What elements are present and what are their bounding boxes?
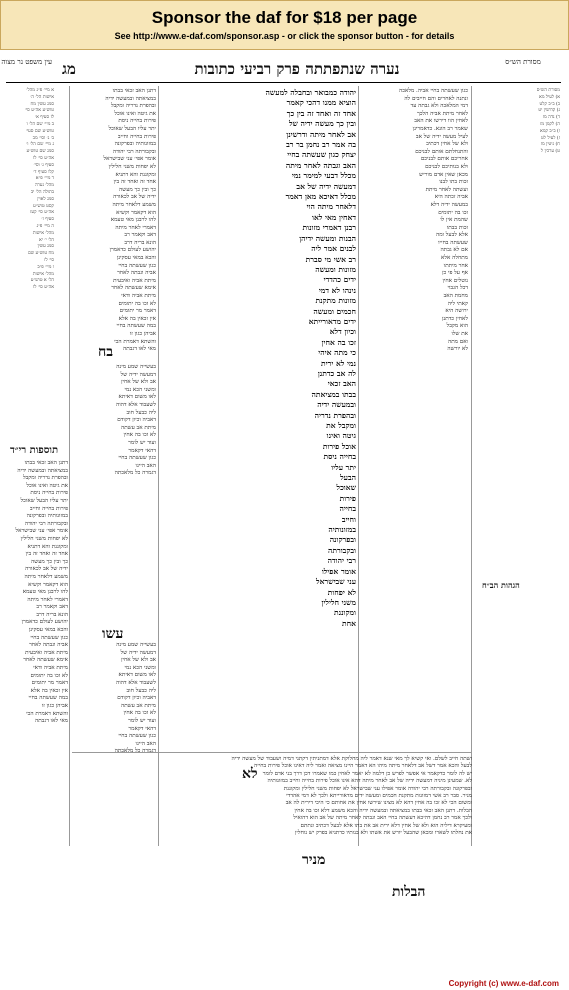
text-line: אחד זה ואחד זה בין כך [286, 108, 356, 118]
text-line: ה) לקמן מז [540, 121, 560, 127]
text-line: לא יפחות משני חלילין [108, 163, 156, 170]
text-line: כגון שעשתה בחיי [118, 262, 156, 269]
text-line: סעיף ג׳ וסי׳ [33, 162, 54, 168]
text-line: ליה כבעל חוב [126, 409, 156, 416]
text-line: דאמר מר יתומים [119, 308, 156, 315]
haggahot-label: הגהות הב״ח [482, 580, 520, 590]
text-line: והשתא דאמרת הכי [114, 338, 156, 345]
text-line: לשעבוד אלא דהוה [115, 679, 156, 686]
text-line: את שלו [451, 331, 468, 337]
text-line: ז) לעיל לט [540, 135, 560, 141]
text-line: נינהו לא דמי [318, 285, 356, 295]
text-line: אימא שעשתה לאחר [23, 657, 68, 664]
text-line: האב היינו [135, 462, 156, 469]
text-line: מכלל דאיכא מאן דאמר [285, 192, 356, 202]
text-line: פירות בחייה וחייב [117, 133, 156, 140]
text-line: כי מתה איהי [318, 348, 356, 358]
text-line: אה״ע סי׳ לז [33, 285, 54, 291]
text-line: מכלל דבעי למימר נמי [291, 171, 356, 181]
text-line: ג מיי׳ שם הל׳ ו׳ [26, 142, 54, 148]
text-line: לא זכו בה יתומים [30, 672, 68, 679]
folio-number: מג [62, 60, 76, 78]
column-rule-1 [69, 86, 70, 846]
sponsor-banner[interactable] [0, 0, 569, 50]
column-rule-2 [158, 86, 159, 846]
text-line: דמי המלאכה ולא גבתה עד [410, 103, 468, 110]
text-line: מניר. סבר רב אשי דמזונות מתקנת חכמים ומעשה ידים מדאורייתא ולכך לא דמי אהדדי [286, 793, 472, 800]
text-line: לאו משום דאיתא [118, 672, 156, 679]
text-line: אביה וגבתה לאחר [117, 270, 156, 277]
text-line: במציאתה ובמעשה ידיה [17, 467, 68, 474]
text-line: ומעיקרא דיליה הוא ולא של אחין דלא ירית אב את בתו אלא לבעל דכתיב ונתתם [300, 822, 472, 829]
text-line: במזונותיה ובפרקונה [26, 513, 68, 520]
text-line: וכיון דלא [329, 327, 356, 337]
text-line: מזונות מתקנת [315, 296, 356, 306]
text-line: אומר אפי׳ עני שבישראל [15, 528, 68, 535]
text-line: יהושע לעולם כדאמרן [109, 247, 156, 254]
text-line: מסורת הש״ס [536, 88, 560, 93]
text-line: בעשייה שמע מינה [116, 364, 156, 370]
text-line: ולא בנותיכם לבניכם [425, 163, 468, 170]
text-line: אומר אפילו [321, 566, 356, 576]
text-line: במציאתה ובמעשה ידיה [105, 95, 156, 102]
masoret-hashas-header: מסורת הש״ס [505, 58, 541, 66]
ein-mishpat-header: עין משפט נר מצוה [1, 58, 52, 66]
text-line: ירושה היא [445, 308, 468, 315]
text-line: את גיטה ואינו אוכל [114, 110, 156, 117]
text-line: משמע דלאחר מיתה [112, 201, 156, 208]
gemara-column [160, 88, 356, 628]
text-line: להו לרבנן מאי טעמא [22, 589, 68, 596]
text-line: יתר עליו הבעל שאוכל [20, 497, 68, 504]
bach-column [72, 364, 156, 626]
text-line: סמג שם טוש״ע [26, 149, 54, 155]
text-line: והתנחלתם אותם לבניכם [415, 148, 468, 155]
text-line: ומשני הכא נמי [124, 664, 156, 671]
text-line: קלו סעיף ד׳ [33, 169, 54, 175]
text-line: כגון שעשתה בחיי [30, 634, 68, 641]
text-line: אוכל פירות [322, 441, 356, 451]
text-line: במעשה ידיה דלא [430, 201, 468, 208]
tosafot-rid-column [6, 460, 68, 732]
text-line: אם לא גבתה [440, 247, 468, 254]
rashi-column [360, 88, 468, 748]
text-line: בחייה [339, 504, 356, 514]
text-line: אף על פי כן [442, 270, 468, 277]
talmud-page [2, 52, 565, 977]
text-line: ונתנה לאחרים והם חייבים לה [404, 95, 468, 102]
text-line: מכאן שאין אדם מוריש [419, 171, 468, 178]
text-line: האב וגבתה לאחר מיתה [285, 160, 356, 170]
text-line: דאב וקאמר רב [124, 232, 156, 239]
text-line: אביהן כגון זו [41, 703, 68, 709]
text-line: נמי לא ירית [320, 358, 356, 368]
text-line: שאוכל [336, 483, 356, 493]
text-line: מחמת האב [443, 293, 468, 300]
text-line: אב ולא של אחין [121, 379, 156, 386]
text-line: קאתי ליה [447, 300, 468, 307]
text-line: א) לעיל מא [538, 94, 560, 100]
text-line: ט) ערכין ל [540, 149, 560, 155]
text-line: ובקבורתה רבי יהודה [112, 148, 156, 155]
text-line: דאמר מר יתומים [31, 680, 68, 687]
ein-mishpat-column [6, 88, 54, 300]
text-line: להו לרבנן מאי טעמא [110, 217, 156, 224]
text-line: לא זכו בה אחין [123, 710, 156, 717]
text-line: רבי יהודה [327, 556, 356, 566]
chapter-title: נערה שנתפתתה פרק רביעי כתובות [194, 60, 400, 78]
text-line: ואם מתה [447, 338, 468, 345]
text-line: כך ובין כך מעשה [31, 558, 68, 565]
text-line: ובמעשה ידיה [317, 400, 356, 410]
text-line: אביה וגבתה לאחר [29, 642, 68, 649]
text-line: רבנן דאמרי מזונות [302, 223, 356, 233]
bottom-commentary [72, 756, 472, 972]
text-line: יתר עליו [331, 462, 356, 472]
text-line: את נחלתו לשארו ומכאן שהבעל יורש את אשתו ולא בנותיו כדתניא בפרק יש נוחלין [294, 830, 472, 837]
text-line: זכו בה אחין [321, 337, 356, 347]
text-line: ומקוננת והא דתניא [115, 171, 156, 178]
la-label: לא [242, 766, 258, 782]
text-line: הוציא ממנו דהכי קאמר [286, 98, 356, 108]
text-line: מיתת אביה ודאי [121, 293, 156, 300]
text-line: ד) נדה מז [542, 115, 560, 121]
text-line: אחר מיתתו [443, 262, 468, 269]
text-line: ה מיי׳ פ״ג [36, 223, 54, 229]
text-line: ידים מדאורייתא [308, 316, 356, 326]
text-line: דאביה וכיון דקודם [117, 417, 156, 424]
text-line: דאביה וכיון דקודם [117, 695, 156, 702]
text-line: משמע דלאחר מיתה [24, 573, 68, 580]
text-line: סי׳ לז [44, 257, 54, 263]
text-line: ו מיי׳ פ״ב [37, 264, 54, 270]
text-line: והכא במאי עסקינן [28, 627, 68, 634]
text-line: הבלות. דתנן האב זכאי בבתו במציאתה ובמעשה ידיה והכא משמע דלא זכו בה אחין [294, 807, 472, 814]
text-line: ובהפרת נדריה ומקבל [111, 103, 156, 110]
text-line: אחד זה ואחד זה בין [25, 551, 68, 558]
text-line: לא זכו בה יתומים [118, 300, 156, 307]
text-line: ו) ב״ב קמא [540, 128, 560, 134]
sponsor-title[interactable]: Sponsor the daf for $18 per page [151, 8, 418, 27]
text-line: מיתת אביה ואיבעית [113, 277, 156, 284]
text-line: לאחר מיתת אביה הלכך [416, 110, 468, 117]
text-line: מיתת אביה ואיבעית [25, 649, 68, 656]
text-line: פירות בחייה ניסת [118, 118, 156, 125]
text-line: הל׳ י׳ יא [39, 237, 54, 243]
text-line: הונא בריה דרב [36, 611, 68, 618]
text-line: הוא דקאמר וקשיא [28, 581, 68, 588]
text-line: ולא של אחין דכתיב [426, 141, 468, 148]
text-line: פירות בחייה וחייב [29, 505, 68, 512]
masoret-hashas-column [474, 88, 560, 588]
meir-label: מניר [302, 852, 326, 868]
text-line: ובפרקונה ובקבורתה רבי יהודה אומר אפילו עני שבישראל לא יפחות משני חלילין ומקוננת [283, 785, 472, 792]
text-line: האב זכאי [327, 379, 356, 389]
column-rule-4 [471, 86, 472, 846]
ashu-label: עשו [102, 626, 124, 642]
bottom-rule [72, 752, 472, 753]
text-line: במה שעשתה בחיי [28, 695, 68, 702]
text-line: כגון שעשתה בחיי אביה. מלאכה [399, 88, 468, 94]
text-line: כך ובין כך מעשה [119, 186, 156, 193]
text-line: סמג עשין מח [30, 101, 54, 107]
text-line: פירות [339, 493, 356, 503]
text-line: דאב וקאמר רב [36, 604, 68, 611]
text-line: מיתת אב עשתה [121, 424, 156, 431]
text-line: דמעשה ידיה של [120, 649, 156, 656]
text-line: לבנים אמר ליה [311, 244, 356, 254]
text-line: ובין כך מעשה ידיה של [288, 119, 356, 129]
text-line: מח טוש״ע שם [27, 251, 54, 257]
halachot-label: הבלות [392, 884, 426, 900]
text-line: הוא מקבל [446, 323, 468, 330]
text-line: דמעשה ידיה של אב [296, 181, 356, 191]
text-line: דאחין מאי לאו [312, 212, 356, 222]
text-line: מהל׳ אישות [32, 271, 54, 277]
text-line: לא. שמעינן מיניה דמעשה ידיה של אב לאחר מיתה דהא אינו אוכל פירות בחייה וחייב במזונותיה [267, 778, 472, 785]
text-line: ומקוננת והא דתניא [27, 543, 68, 550]
rashi-left-column [72, 88, 156, 368]
text-line: דמעשה ידיה של [120, 371, 156, 378]
header-rule [6, 82, 561, 83]
copyright-footer: Copyright (c) www.e-daf.com [448, 979, 559, 988]
text-line: אימא שעשתה לאחר [111, 285, 156, 292]
text-line: מהל׳ אישות [32, 230, 54, 236]
text-line: א מיי׳ פ״ג מהל׳ [26, 88, 54, 93]
text-line: אביהן כגון זו [129, 331, 156, 337]
text-line: יש לה לומר כדקאמר אי אפשר לפרש כן דלמה לא יאמר לאחין כמו שאמרו דכן דרך בני אדם לומר [262, 770, 472, 777]
text-line: משני חלילין [321, 597, 356, 607]
text-line: נוטלים אחין [442, 277, 468, 284]
text-line: ידיה של אב לכאורה [113, 194, 156, 201]
text-line: ומשום הכי לא זכו בה אחין דהא לא מצינו שירשו אחין את אחותם כי היכי דירית לה אב [285, 800, 472, 807]
text-line: את גיטה ואינו אוכל [26, 482, 68, 489]
text-line: ג) קדושין יט [538, 108, 560, 114]
text-line: ועוד יש לומר [128, 439, 156, 446]
text-line: האב היינו [135, 740, 156, 747]
text-line: מאי לאו דגבתה [123, 346, 156, 353]
text-line: יהודה כמבואר ובחבלה למעשה [265, 88, 356, 97]
text-line: יהושע לעולם כדאמרן [21, 619, 68, 626]
text-line: לה אב כדתנן [317, 368, 356, 378]
text-line: זכו בה יתומים [438, 209, 468, 216]
text-line: מאי לאו דגבתה [35, 718, 68, 725]
text-line: והשתא דאמרת הכי [26, 710, 68, 717]
text-line: אלא לבעל ומה [436, 232, 468, 239]
text-line: אישות הל׳ ה׳ [30, 94, 54, 100]
text-line: כגון שעשתה בחיי [118, 455, 156, 462]
text-line: דתנן האב זכאי בבתו [112, 88, 156, 94]
text-line: בתולה הל׳ יב [30, 189, 54, 195]
text-line: סמג עשין [37, 244, 54, 250]
text-line: הבעל [340, 473, 356, 483]
text-line: קסט טוש״ע [33, 203, 54, 209]
text-line: ובקבורתה [328, 545, 356, 555]
text-line: דלאחר מיתה הוי [306, 202, 356, 212]
text-line: ומשני הכא נמי [124, 386, 156, 393]
text-line: ד מיי׳ פ״א [35, 176, 54, 182]
text-line: במזונותיה [328, 525, 356, 535]
text-line: שאמר רב הונא. כדאמרינן [412, 125, 468, 132]
text-line: מיתת אב עשתה [121, 702, 156, 709]
text-line: בעשייה שמע מינה [116, 642, 156, 648]
text-line: גיטה ואינו [326, 431, 356, 441]
sponsor-subtitle: See http://www.e-daf.com/sponsor.asp - or click the sponsor button - for details [114, 31, 455, 41]
text-line: אין זכאין בה אלא [118, 315, 156, 322]
text-line: מתחלה אלא [441, 255, 468, 262]
text-line: לאו משום דאיתא [118, 394, 156, 401]
text-line: יתר עליו הבעל שאוכל [108, 125, 156, 132]
column-rule-3 [358, 86, 359, 846]
text-line: לא יפחות משני חלילין [20, 535, 68, 542]
text-line: מהל׳ נערה [34, 183, 54, 189]
text-line: אביה זכתה היא [434, 194, 468, 201]
text-line: לז סעיף א׳ [35, 115, 54, 121]
text-line: שעשתה בחייו [438, 239, 468, 246]
text-line: דכל הגבוי [447, 285, 468, 292]
text-line: לא זכו בה אחין [123, 432, 156, 439]
text-line: ומקוננת [333, 608, 356, 618]
text-line: פירות בחייה ניסת [30, 490, 68, 497]
text-line: ובקבורתה רבי יהודה [24, 520, 68, 527]
text-line: לעיל מעשה ידיה של אב [415, 133, 468, 140]
text-line: אחריכם אותם לבניכם [420, 156, 468, 163]
text-line: רב אשי מי סברת [305, 254, 356, 264]
text-line: סמג לאוין [37, 196, 54, 202]
text-line: זכות בתו לבנו [439, 179, 468, 186]
text-line: במזונותיה ובפרקונה [114, 141, 156, 148]
text-line: ומקבל את [326, 421, 356, 430]
text-line: דאמרי לאחר מיתה [27, 596, 68, 603]
text-line: שהמת אין לו [440, 217, 468, 224]
text-line: ב מיי׳ שם הל׳ ו [26, 121, 54, 127]
text-line: מזונות ומעשה [315, 264, 356, 274]
text-line: דגמרה כל מלאכתה [114, 470, 156, 477]
text-line: ולכך אמר רב נחמן דהיכא דעשתה בחיי האב וגבתה לאחר מיתה של אב הוא דהואיל [293, 815, 472, 822]
bach-label: בח [98, 344, 114, 360]
text-line: ליה כבעל חוב [126, 687, 156, 694]
text-line: בבתו במציאתה [311, 389, 356, 399]
text-line: דהאי דקאמר [128, 725, 156, 732]
text-line: ובפרקונה [329, 535, 356, 545]
text-line: יצחק כגון שעשתה בחיי [287, 150, 356, 160]
text-line: הוא דקאמר וקשיא [116, 209, 156, 216]
text-line: זכות בבתו [446, 224, 468, 231]
text-line: אחת [341, 618, 356, 628]
text-line: ועשתה לאחר מיתת [425, 186, 468, 193]
text-line: ח) גיטין מז [540, 142, 560, 148]
text-line: אה״ע סי׳ לז [33, 155, 54, 161]
text-line: הבנות ומעשה ידיהן [299, 233, 356, 243]
text-line: לא יורשה [447, 346, 468, 353]
text-line: סעיף ז׳ [41, 217, 54, 223]
text-line: במה שעשתה בחיי [116, 323, 156, 330]
text-line: אין זכאין בה אלא [30, 687, 68, 694]
text-line: ובהפרת נדריה ומקבל [23, 475, 68, 482]
text-line: ועוד יש לומר [128, 717, 156, 724]
text-line: טוש״ע שם סעי׳ [25, 128, 54, 134]
text-line: לא יפחות [327, 587, 356, 597]
text-line: מיתת אביה ודאי [33, 665, 68, 672]
text-line: כגון שעשתה בחיי [118, 733, 156, 740]
text-line: ובהפרת נדריה [314, 410, 356, 420]
text-line: והכא במאי עסקינן [116, 255, 156, 262]
tosafot-rid-title: תוספות רי״ד [10, 445, 59, 456]
text-line: טוש״ע אה״ע סי׳ [24, 108, 54, 114]
text-line: דגמרה כל מלאכתה [114, 748, 156, 755]
text-line: הונא בריה דרב [124, 239, 156, 246]
text-line: דתנן האב זכאי בבתו [24, 460, 68, 466]
text-line: אב ולא של אחין [121, 657, 156, 664]
text-line: ידים כהדדי [323, 275, 356, 285]
text-line: ב) ב״ב קלט [539, 101, 560, 107]
text-line: ושתה חייב לשלם. ואי קשיא לך מאי שנא דאמר ליה מחלוקת אלא דמתניתין דקתני דמיה ושעבוד של מעשה ידיה [231, 756, 472, 762]
text-line: אחד זה ואחד זה בין [113, 179, 156, 186]
text-line: וחייב [341, 514, 356, 524]
text-line: דאמרי לאחר מיתה [115, 224, 156, 231]
text-line: ידיה של אב לכאורה [25, 566, 68, 573]
text-line: אב לאחר מיתה ודרשינן [286, 129, 356, 139]
text-line: דהאי דקאמר [128, 447, 156, 454]
text-line: בה אמר רב נחמן בר רב [286, 140, 356, 150]
text-line: אה״ע סי׳ קעז [30, 210, 54, 216]
text-line: עני שבישראל [316, 577, 356, 587]
text-line: לאחין כדתנן [441, 315, 468, 322]
text-line: לשעבוד אלא דהוה [115, 401, 156, 408]
text-line: לבעל והכא אמר דשל אב דלאחר מיתה מיהו הא דאמר היינו מציאה ואמר ליה דאינו אוכל פירות בחייה [254, 763, 472, 770]
text-line: חכמים ומעשה [313, 306, 356, 316]
text-line: בחייה ניסת [323, 452, 356, 462]
text-line: לאחין הוו דירשו את האב [414, 118, 468, 125]
text-line: אומר אפי׳ עני שבישראל [103, 156, 156, 163]
text-line: הל׳ א טוש״ע [30, 278, 54, 284]
text-line: ב׳ ג׳ וסי׳ מב [32, 135, 54, 141]
